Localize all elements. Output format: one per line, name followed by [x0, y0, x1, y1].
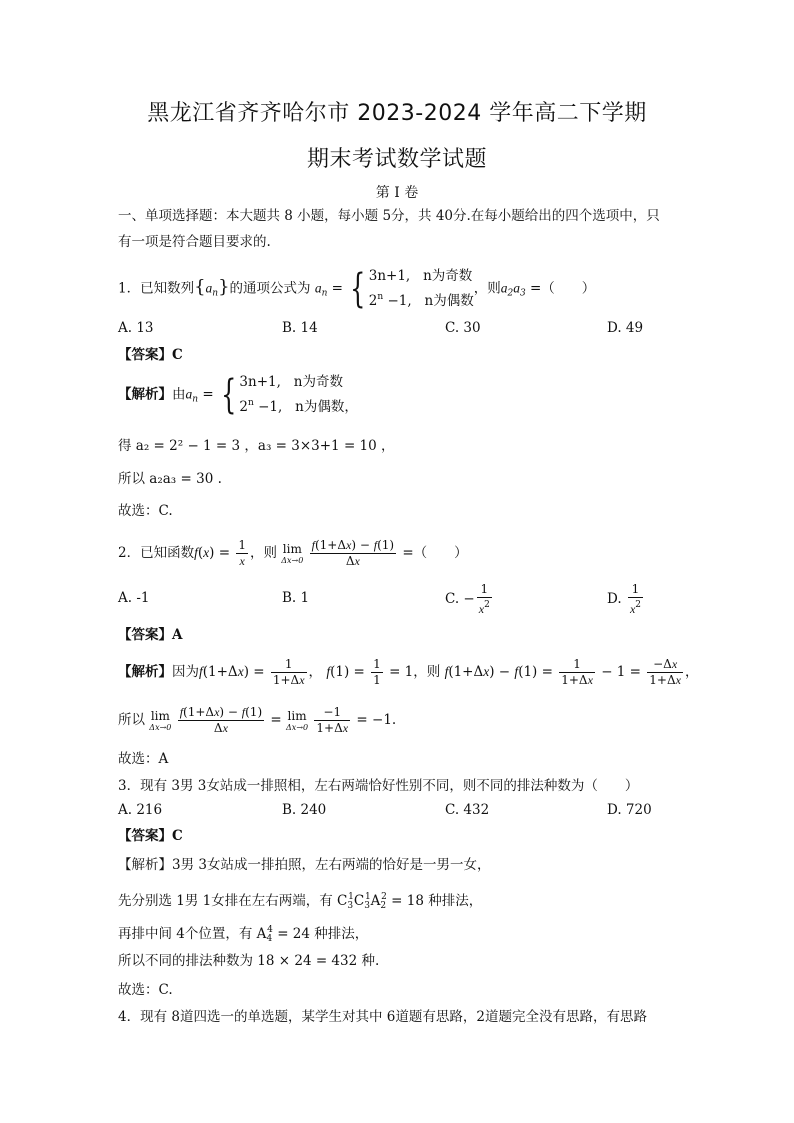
- q1-stem-mid: 的通项公式为: [229, 280, 311, 297]
- q1-piecewise: { 3n+1, n为奇数 2$^n$ −1, n为偶数: [350, 266, 474, 312]
- q1-analysis-case1: 3n+1,: [239, 374, 281, 390]
- q2-answer: 【答案】A: [118, 627, 183, 643]
- q1-option-c: C. 30: [445, 320, 481, 336]
- q1-analysis-case2: −1,: [258, 399, 283, 415]
- doc-title-line2: 期末考试数学试题: [306, 147, 487, 172]
- q2-stem-end: =（ ）: [402, 545, 468, 561]
- q1-answer: 【答案】C: [118, 347, 183, 363]
- q2-analysis-prefix: 因为: [172, 664, 199, 680]
- doc-title-line1: 黑龙江省齐齐哈尔市 2023-2024 学年高二下学期: [147, 101, 647, 126]
- q3-step1-prefix: 先分别选 1男 1女排在左右两端，有: [118, 893, 333, 909]
- q2-analysis-mid: ，则: [413, 664, 441, 680]
- q1-stem-suffix: ，则: [473, 280, 501, 297]
- q1-step2: 所以 a₂a₃ = 30 .: [118, 471, 222, 487]
- q2-option-d-label: D.: [607, 591, 622, 607]
- q2-conclusion: 故选：A: [118, 751, 169, 767]
- q1-analysis-prefix: 由: [172, 386, 186, 403]
- q3-answer: 【答案】C: [118, 828, 183, 844]
- q2-analysis-label: 【解析】: [118, 664, 172, 680]
- q3-option-c: C. 432: [445, 802, 490, 818]
- q2-option-b: B. 1: [282, 590, 310, 606]
- q3-step2: 再排中间 4个位置，有 $A_4^4 = 24$ 种排法，: [118, 925, 369, 944]
- q3-step2-suffix: 种排法，: [314, 926, 369, 942]
- q1-stem-prefix: 1．已知数列: [118, 280, 195, 297]
- q3-conclusion: 故选：C.: [118, 982, 173, 998]
- q3-step1-suffix: 种排法，: [428, 893, 483, 909]
- q3-step3: 所以不同的排法种数为 18 × 24 = 432 种.: [118, 953, 380, 969]
- section1-instruction-1: 一、单项选择题：本大题共 8 小题，每小题 5分，共 40分.在每小题给出的四个选项中，只: [118, 208, 660, 224]
- q3-stem: 3．现有 3男 3女站成一排照相，左右两端恰好性别不同，则不同的排法种数为（ ）: [118, 778, 639, 794]
- q2-step2-prefix: 所以: [118, 712, 145, 728]
- q1-analysis-case2-cond: n为偶数: [295, 399, 345, 415]
- q2-limit: lim Δx→0: [281, 541, 304, 565]
- q4-stem: 4．现有 8道四选一的单选题，某学生对其中 6道题有思路，2道题完全没有思路，有思路: [118, 1009, 647, 1025]
- q1-analysis-piecewise: { 3n+1, n为奇数 2$^n$ −1, n为偶数，: [221, 372, 358, 418]
- q1-case2: −1,: [387, 293, 412, 309]
- q3-option-a: A. 216: [118, 802, 163, 818]
- q1-analysis-label: 【解析】: [118, 386, 172, 403]
- q2-option-c: C. − $\frac{1}{x^2}$: [445, 582, 490, 616]
- q1-conclusion: 故选：C.: [118, 503, 173, 519]
- q1-case1-cond: n为奇数: [423, 268, 473, 284]
- q1-option-d: D. 49: [607, 320, 644, 336]
- q1-analysis-case2-exp: n: [248, 398, 254, 408]
- q2-stem-prefix: 2．已知函数: [118, 545, 195, 561]
- q2-option-c-label: C.: [445, 591, 460, 607]
- q3-analysis: 【解析】3男 3女站成一排拍照，左右两端的恰好是一男一女，: [118, 857, 491, 873]
- q3-step2-prefix: 再排中间 4个位置，有: [118, 926, 253, 942]
- q1-case1: 3n+1,: [368, 268, 411, 284]
- q1-case2-cond: n为偶数: [424, 293, 474, 309]
- q3-option-b: B. 240: [282, 802, 327, 818]
- q1-analysis-case1-cond: n为奇数: [293, 374, 343, 390]
- q1-analysis: 【解析】由$a_n$ = { 3n+1, n为奇数 2$^n$ −1, n为偶数，: [118, 372, 358, 418]
- volume-label: 第 I 卷: [375, 185, 419, 201]
- q2-fraction-1-over-x: $\frac{1}{x}$: [238, 538, 246, 568]
- q1-option-b: B. 14: [282, 320, 318, 336]
- q1-step1: 得 a₂ = 2² − 1 = 3 ，a₃ = 3×3+1 = 10 ，: [118, 438, 395, 454]
- q1-stem-end: =（ ）: [529, 280, 596, 297]
- q3-option-d: D. 720: [607, 802, 652, 818]
- q2-option-d: D. $\frac{1}{x^2}$: [607, 582, 641, 616]
- q1-case2-exp: n: [377, 292, 384, 302]
- q2-stem: 2．已知函数f(x) = $\frac{1}{x}$ ，则 lim Δx→0 $\frac{f(1+\Delta x) - f(1)}{\Delta x}$ =（ ）: [118, 538, 468, 568]
- q2-step2: 所以 lim Δx→0 $\frac{f(1+\Delta x) - f(1)}{\Delta x}$ = lim Δx→0 $\frac{-1}{1+\Delta x}$ = −1.: [118, 705, 397, 735]
- q2-stem-mid: ，则: [249, 545, 277, 561]
- q1-stem: 1．已知数列$\{a_n\}$的通项公式为 $a_n$ = { 3n+1, n为奇数 2$^n$ −1, n为偶数 ，则$a_2a_3$ =（ ）: [118, 266, 596, 312]
- q2-analysis: 【解析】因为f(1+Δx) = $\frac{1}{1+\Delta x}$ ， f(1) = $\frac{1}{1}$ = 1，则 f(1+Δx) − f(1) = $\frac{1}{1+\Delta x}$ − 1 = $\frac{-\Delta x}{1+\Delta x}$ ，: [118, 657, 699, 687]
- q3-step1: 先分别选 1男 1女排在左右两端，有 $C_3^1C_3^1A_2^2 = 18$ 种排法，: [118, 892, 483, 911]
- q2-option-a: A. -1: [118, 590, 150, 606]
- section1-instruction-2: 有一项是符合题目要求的.: [118, 234, 271, 250]
- q2-difference-quotient: $\frac{f(1+\Delta x) - f(1)}{\Delta x}$: [311, 538, 395, 568]
- q1-option-a: A. 13: [118, 320, 154, 336]
